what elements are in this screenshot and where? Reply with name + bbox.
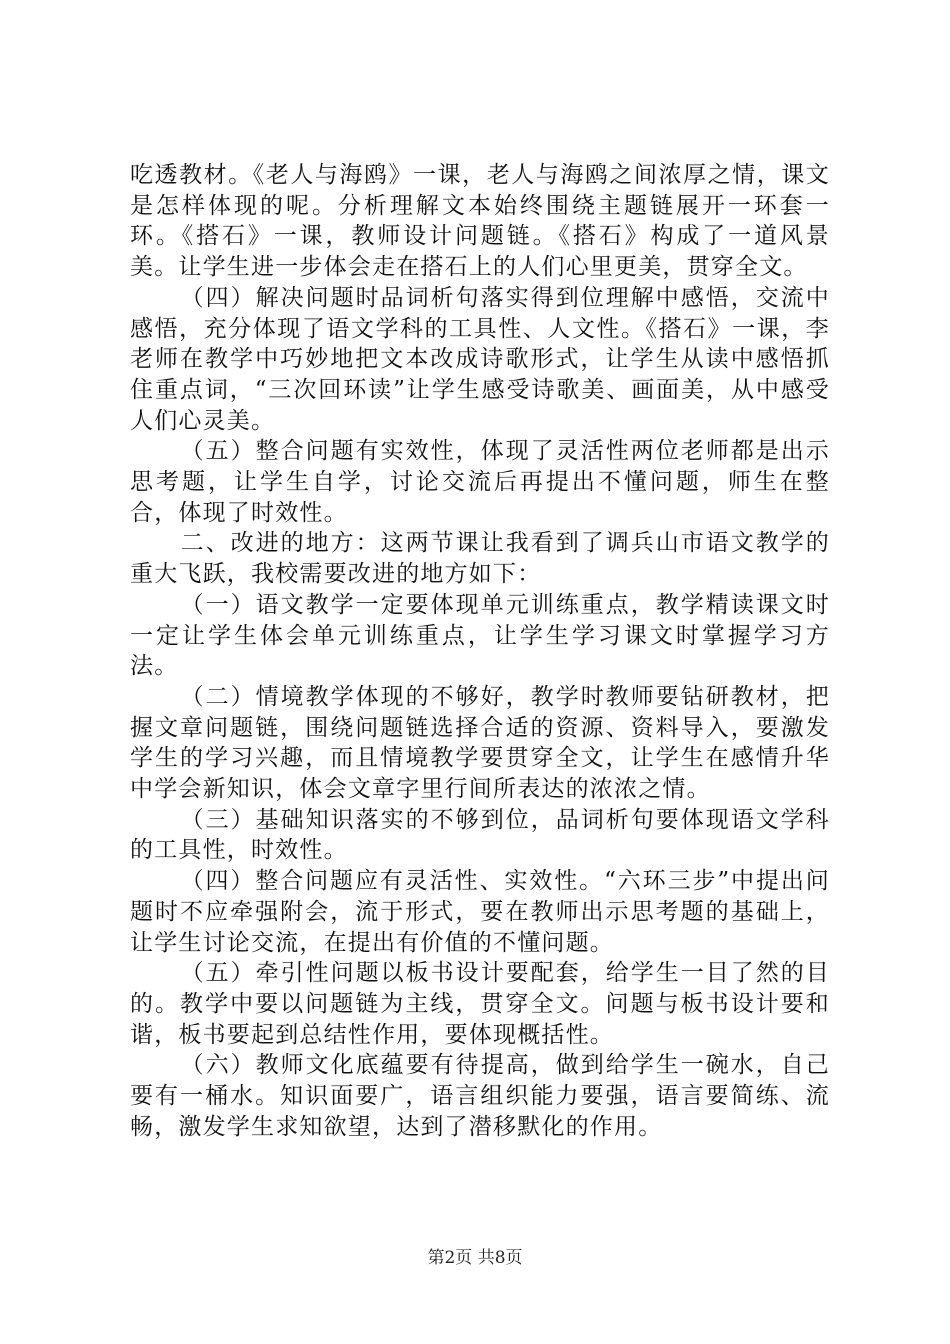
- document-body: [130, 160, 830, 1143]
- paragraph-continued: 吃透教材。《老人与海鸥》一课，老人与海鸥之间浓厚之情，课文是怎样体现的呢。分析理解文本始终围绕主题链展开一环套一环。《搭石》一课，教师设计问题链。《搭石》构成了一道风景美。让学生进一步体会走在搭石上的人们心里更美，贯穿全文。: [130, 162, 830, 281]
- paragraph-improvement-3: （三）基础知识落实的不够到位，品词析句要体现语文学科的工具性，时效性。: [130, 806, 830, 864]
- paragraph-improvement-2: （二）情境教学体现的不够好，教学时教师要钻研教材，把握文章问题链，围绕问题链选择合适的资源、资料导入，要激发学生的学习兴趣，而且情境教学要贯穿全文，让学生在感情升华中学会新知识，体会文章字里行间所表达的浓浓之情。: [130, 683, 830, 803]
- paragraph-improvement-6: （六）教师文化底蕴要有待提高，做到给学生一碗水，自己要有一桶水。知识面要广，语言组织能力要强，语言要简练、流畅，激发学生求知欲望，达到了潜移默化的作用。: [130, 1052, 830, 1140]
- page-number-footer: 第2页 共8页: [427, 1248, 523, 1268]
- paragraph-improvement-5: （五）牵引性问题以板书设计要配套，给学生一目了然的目的。教学中要以问题链为主线，贯穿全文。问题与板书设计要和谐，板书要起到总结性作用，要体现概括性。: [130, 960, 830, 1048]
- paragraph-improvements-heading: 二、改进的地方：这两节课让我看到了调兵山市语文教学的重大飞跃，我校需要改进的地方如下：: [130, 530, 830, 588]
- paragraph-improvement-1: （一）语文教学一定要体现单元训练重点，教学精读课文时一定让学生体会单元训练重点，让学生学习课文时掌握学习方法。: [130, 591, 830, 680]
- paragraph-section-4: （四）解决问题时品词析句落实得到位理解中感悟，交流中感悟，充分体现了语文学科的工具性、人文性。《搭石》一课，李老师在教学中巧妙地把文本改成诗歌形式，让学生从读中感悟抓住重点词，“三次回环读”让学生感受诗歌美、画面美，从中感受人们心灵美。: [130, 284, 830, 434]
- paragraph-improvement-4: （四）整合问题应有灵活性、实效性。“六环三步”中提出问题时不应牵强附会，流于形式，要在教师出示思考题的基础上，让学生讨论交流，在提出有价值的不懂问题。: [130, 868, 830, 956]
- paragraph-section-5: （五）整合问题有实效性，体现了灵活性两位老师都是出示思考题，让学生自学，讨论交流后再提出不懂问题，师生在整合，体现了时效性。: [130, 438, 830, 526]
